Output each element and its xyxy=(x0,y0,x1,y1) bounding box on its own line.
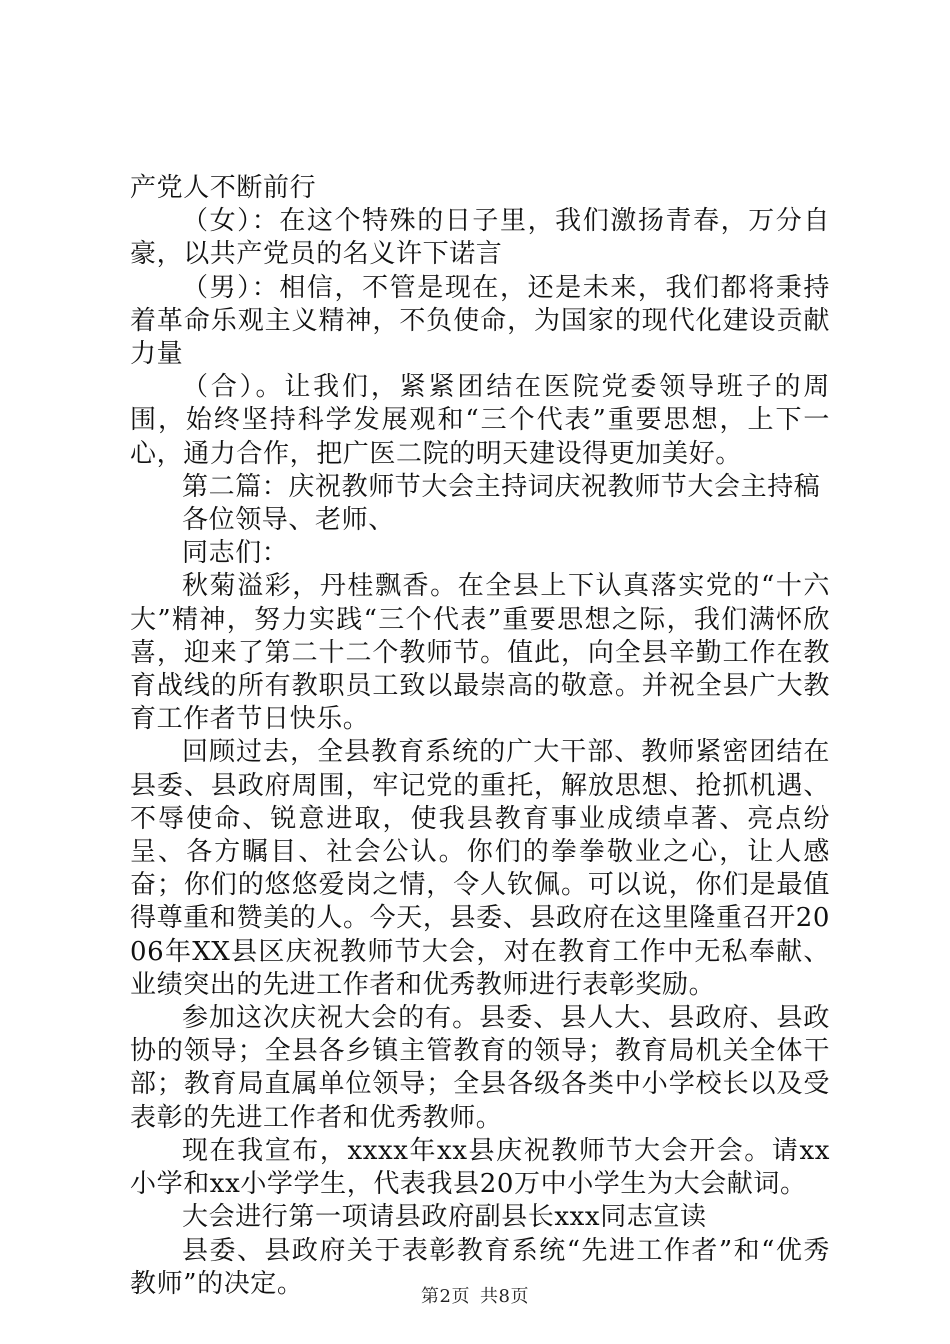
paragraph: 大会进行第一项请县政府副县长xxx同志宣读 xyxy=(182,1202,707,1233)
paragraph: 县委、县政府关于表彰教育系统“先进工作者”和“优秀教师”的决定。 xyxy=(130,1235,830,1299)
paragraph: 现在我宣布，xxxx年xx县庆祝教师节大会开会。请xx小学和xx小学学生，代表我县20万中小学生为大会献词。 xyxy=(130,1135,830,1200)
salutation: 各位领导、老师、 xyxy=(182,505,395,536)
paragraph: 参加这次庆祝大会的有。县委、县人大、县政府、县政协的领导；全县各乡镇主管教育的领导；教育局机关全体干部；教育局直属单位领导；全县各级各类中小学校长以及受表彰的先进工作者和优秀教师。 xyxy=(130,1003,830,1133)
section-heading: 第二篇：庆祝教师节大会主持词庆祝教师节大会主持稿 xyxy=(182,471,821,502)
document-body xyxy=(130,172,830,1301)
page-number: 第2页 xyxy=(421,1286,470,1307)
page-footer xyxy=(0,1282,950,1308)
salutation: 同志们： xyxy=(182,538,289,569)
paragraph: （男）：相信，不管是现在，还是未来，我们都将秉持着革命乐观主义精神，不负使命，为国家的现代化建设贡献力量 xyxy=(130,272,830,370)
page-total: 共8页 xyxy=(480,1286,529,1307)
paragraph: 产党人不断前行 xyxy=(130,173,317,203)
paragraph: 回顾过去，全县教育系统的广大干部、教师紧密团结在县委、县政府周围，牢记党的重托，解放思想、抢抓机遇、不辱使命、锐意进取，使我县教育事业成绩卓著、亮点纷呈、各方瞩目、社会公认。你们的拳拳敬业之心，让人感奋；你们的悠悠爱岗之情，令人钦佩。可以说，你们是最值得尊重和赞美的人。今天，县委、县政府在这里隆重召开2006年XX县区庆祝教师节大会，对在教育工作中无私奉献、业绩突出的先进工作者和优秀教师进行表彰奖励。 xyxy=(130,737,830,1000)
paragraph: （合）。让我们，紧紧团结在医院党委领导班子的周围，始终坚持科学发展观和“三个代表”重要思想，上下一心，通力合作，把广医二院的明天建设得更加美好。 xyxy=(130,372,830,469)
paragraph: （女）：在这个特殊的日子里，我们激扬青春，万分自豪，以共产党员的名义许下诺言 xyxy=(130,206,830,270)
paragraph: 秋菊溢彩，丹桂飘香。在全县上下认真落实党的“十六大”精神，努力实践“三个代表”重要思想之际，我们满怀欣喜，迎来了第二十二个教师节。值此，向全县辛勤工作在教育战线的所有教职员工致以最崇高的敬意。并祝全县广大教育工作者节日快乐。 xyxy=(130,571,830,735)
